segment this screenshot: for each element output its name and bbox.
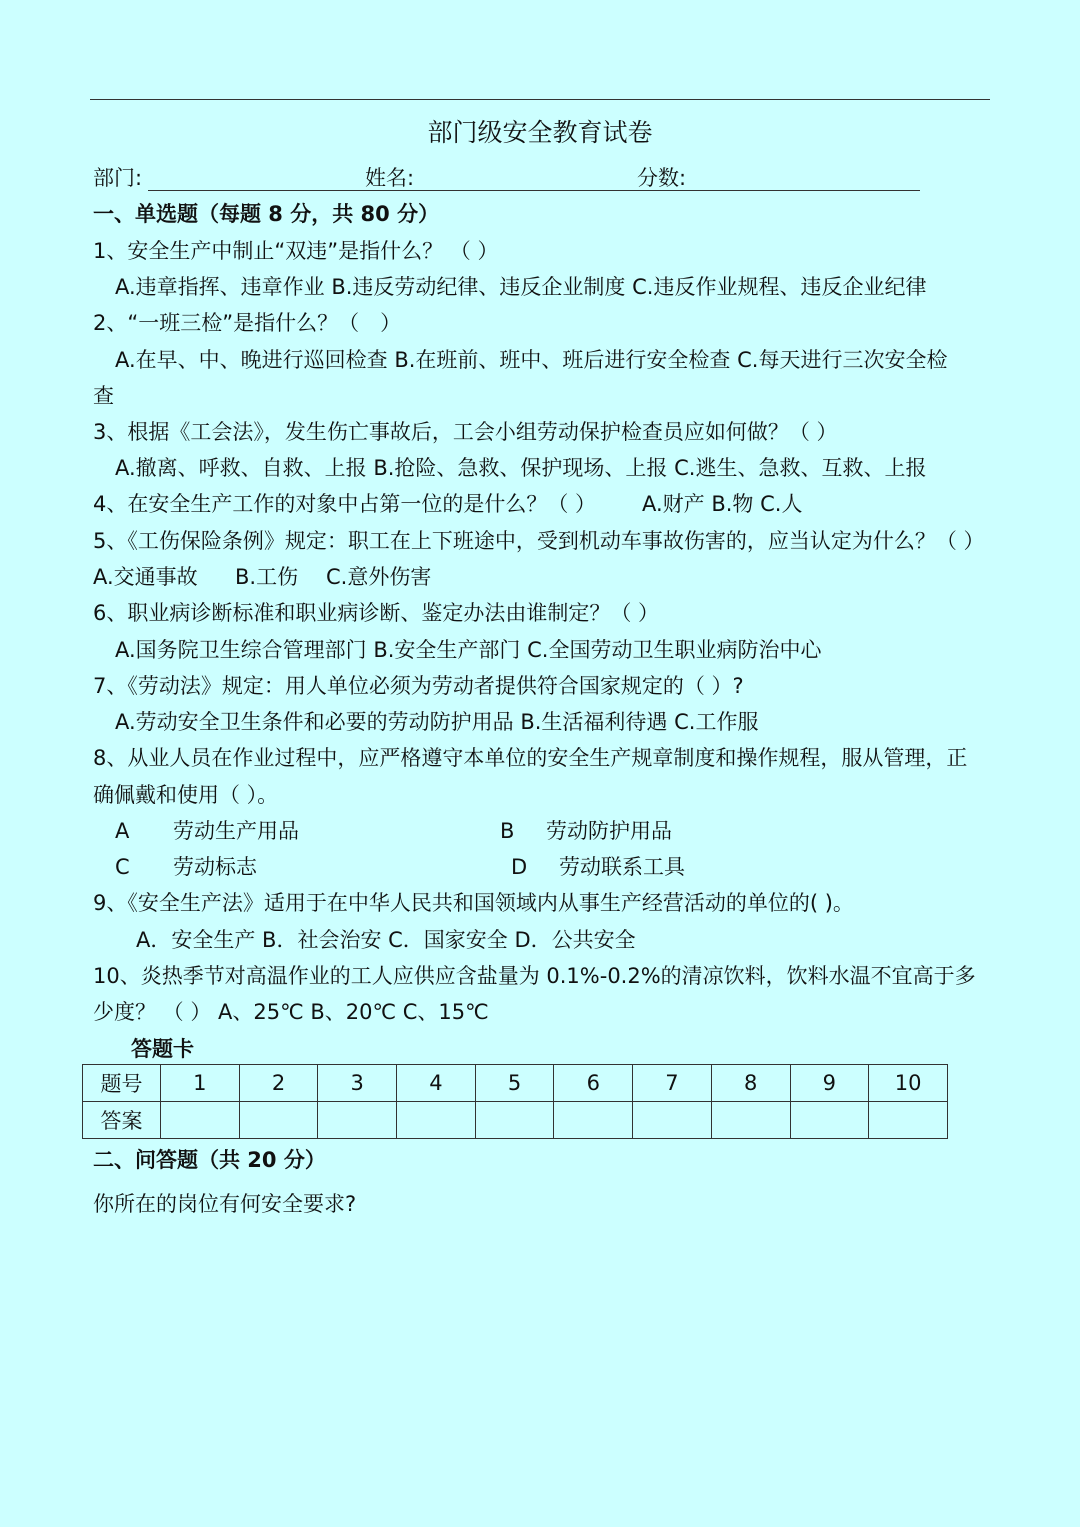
q8-option-a-letter: A xyxy=(115,819,130,843)
q4: 4、在安全生产工作的对象中占第一位的是什么？（ ） xyxy=(93,492,597,516)
number-cell: 9 xyxy=(790,1065,869,1102)
number-cell: 4 xyxy=(397,1065,476,1102)
dept-label: 部门: xyxy=(93,166,143,190)
answer-cell[interactable] xyxy=(790,1102,869,1139)
section2-question: 你所在的岗位有何安全要求? xyxy=(93,1192,357,1216)
number-row xyxy=(83,1065,948,1102)
answer-cell[interactable] xyxy=(239,1102,318,1139)
answer-row-label: 答案 xyxy=(83,1102,161,1139)
q8-option-b-letter: B xyxy=(500,819,515,843)
q6: 6、职业病诊断标准和职业病诊断、鉴定办法由谁制定？（ ） xyxy=(93,601,660,625)
q8-option-a-text: 劳动生产用品 xyxy=(173,819,299,843)
q3: 3、根据《工会法》，发生伤亡事故后，工会小组劳动保护检查员应如何做？（ ） xyxy=(93,420,838,444)
q5: 5、《工伤保险条例》规定：职工在上下班途中，受到机动车事故伤害的，应当认定为什么？（ ） xyxy=(93,529,985,553)
number-row-label: 题号 xyxy=(83,1065,161,1102)
q8-option-c-text: 劳动标志 xyxy=(173,855,257,879)
number-cell: 3 xyxy=(318,1065,397,1102)
page-title: 部门级安全教育试卷 xyxy=(427,118,653,147)
answer-cell[interactable] xyxy=(711,1102,790,1139)
number-cell: 5 xyxy=(475,1065,554,1102)
q8-option-d-text: 劳动联系工具 xyxy=(559,855,685,879)
number-cell: 7 xyxy=(633,1065,712,1102)
q8-cont: 确佩戴和使用（ ）。 xyxy=(93,783,279,807)
number-cell: 8 xyxy=(711,1065,790,1102)
answer-card-title: 答题卡 xyxy=(131,1037,194,1061)
q8-option-d-letter: D xyxy=(511,855,528,879)
q9-options: A．安全生产 B．社会治安 C．国家安全 D．公共安全 xyxy=(136,928,636,952)
q5-option-b: B.工伤 xyxy=(235,565,299,589)
q8: 8、从业人员在作业过程中，应严格遵守本单位的安全生产规章制度和操作规程，服从管理，正 xyxy=(93,746,968,770)
q10: 10、炎热季节对高温作业的工人应供应含盐量为 0.1%-0.2%的清凉饮料，饮料水温不宜高于多 xyxy=(93,964,976,988)
answer-cell[interactable] xyxy=(475,1102,554,1139)
answer-cell[interactable] xyxy=(397,1102,476,1139)
header-underline[interactable] xyxy=(148,190,920,191)
answer-cell[interactable] xyxy=(318,1102,397,1139)
q3-options: A.撤离、呼救、自救、上报 B.抢险、急救、保护现场、上报 C.逃生、急救、互救、上报 xyxy=(115,456,927,480)
q2-options: A.在早、中、晚进行巡回检查 B.在班前、班中、班后进行安全检查 C.每天进行三次安全检 xyxy=(115,348,948,372)
q6-options: A.国务院卫生综合管理部门 B.安全生产部门 C.全国劳动卫生职业病防治中心 xyxy=(115,638,822,662)
score-label: 分数: xyxy=(637,166,687,190)
q1: 1、安全生产中制止“双违”是指什么？ （ ） xyxy=(93,239,499,263)
name-label: 姓名: xyxy=(365,166,415,190)
number-cell: 1 xyxy=(161,1065,240,1102)
q2: 2、“一班三检”是指什么？（ ） xyxy=(93,311,402,335)
q10-cont: 少度？ （ ） A、25℃ B、20℃ C、15℃ xyxy=(93,1000,489,1024)
answer-cell[interactable] xyxy=(161,1102,240,1139)
number-cell: 2 xyxy=(239,1065,318,1102)
answer-cell[interactable] xyxy=(633,1102,712,1139)
q4-options: A.财产 B.物 C.人 xyxy=(642,492,803,516)
answer-card-table xyxy=(82,1064,948,1139)
q7-options: A.劳动安全卫生条件和必要的劳动防护用品 B.生活福利待遇 C.工作服 xyxy=(115,710,759,734)
q8-option-c-letter: C xyxy=(115,855,130,879)
section2-heading: 二、问答题（共 20 分） xyxy=(93,1148,326,1172)
answer-cell[interactable] xyxy=(554,1102,633,1139)
answer-row xyxy=(83,1102,948,1139)
top-rule xyxy=(90,99,990,100)
answer-cell[interactable] xyxy=(869,1102,948,1139)
q8-option-b-text: 劳动防护用品 xyxy=(546,819,672,843)
number-cell: 10 xyxy=(869,1065,948,1102)
q1-options: A.违章指挥、违章作业 B.违反劳动纪律、违反企业制度 C.违反作业规程、违反企业纪律 xyxy=(115,275,927,299)
q5-option-c: C.意外伤害 xyxy=(326,565,432,589)
number-cell: 6 xyxy=(554,1065,633,1102)
q9: 9、《安全生产法》适用于在中华人民共和国领域内从事生产经营活动的单位的( )。 xyxy=(93,891,854,915)
q5-option-a: A.交通事故 xyxy=(93,565,198,589)
q2-options-cont: 查 xyxy=(93,384,114,408)
q7: 7、《劳动法》规定：用人单位必须为劳动者提供符合国家规定的（ ）? xyxy=(93,674,744,698)
section1-heading: 一、单选题（每题 8 分，共 80 分） xyxy=(93,202,440,226)
